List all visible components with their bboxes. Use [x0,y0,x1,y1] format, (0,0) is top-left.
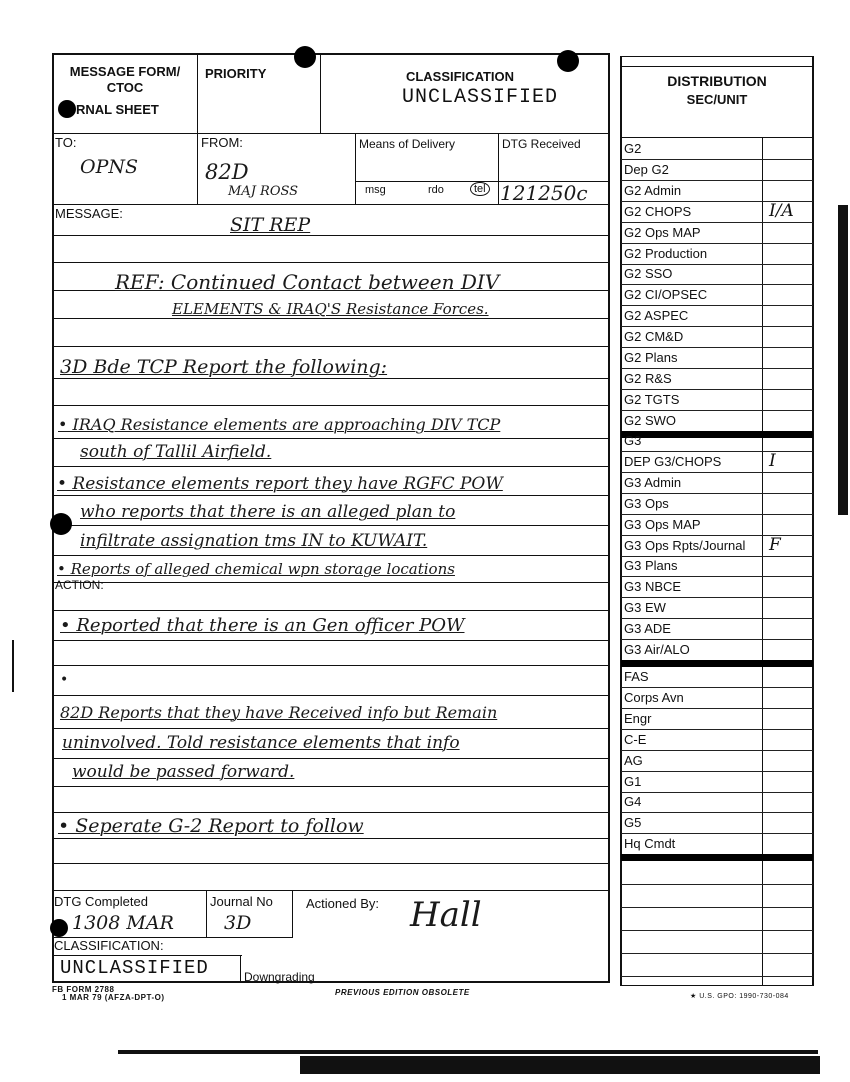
dtg-completed-label: DTG Completed [54,894,148,909]
to-label: TO: [55,135,77,150]
distribution-row [621,833,813,855]
distribution-row [621,750,813,772]
distribution-separator [621,854,813,861]
distribution-row [621,555,813,577]
from-value: 82D [205,160,249,184]
message-line-8: who reports that there is an alleged plan to [80,502,456,522]
form-date: 1 MAR 79 (AFZA-DPT-O) [62,993,165,1002]
dtg-received-value: 121250c [500,181,588,205]
scan-edge-bar [118,1050,818,1054]
means-label: Means of Delivery [359,137,456,151]
distribution-mark: I [769,450,776,471]
distribution-row [621,493,813,515]
distribution-unit: Hq Cmdt [624,836,676,852]
punch-hole [58,100,76,118]
distribution-empty-row [621,930,813,954]
message-line-10: • Reports of alleged chemical wpn storage locations [57,560,455,578]
distribution-unit: Engr [624,710,652,726]
distribution-row [621,368,813,390]
distribution-unit: Dep G2 [624,161,669,177]
punch-hole [50,513,72,535]
message-line-14: uninvolved. Told resistance elements that info [62,733,460,753]
distribution-unit: G1 [624,773,642,789]
action-label: ACTION: [55,578,104,592]
means-tel-circled: tel [470,182,490,196]
distribution-row [621,263,813,285]
distribution-row [621,347,813,369]
from-name: MAJ ROSS [228,184,299,199]
distribution-row [621,729,813,751]
distribution-unit: Corps Avn [624,689,684,705]
message-line-13: 82D Reports that they have Received info but Remain [60,703,498,722]
distribution-unit: G3 Admin [624,474,682,490]
punch-hole [50,919,68,937]
distribution-unit: AG [624,752,643,768]
distribution-row [621,666,813,688]
distribution-empty-row [621,861,813,885]
distribution-unit: G2 Ops MAP [624,224,701,240]
message-line-15: would be passed forward. [72,762,295,782]
message-line-16: • Seperate G-2 Report to follow [58,815,364,837]
footer-classification-value: UNCLASSIFIED [60,957,209,979]
distribution-row [621,687,813,709]
distribution-row [621,535,813,557]
distribution-empty-row [621,884,813,908]
punch-hole [294,46,316,68]
message-line-5: • IRAQ Resistance elements are approaching DIV TCP [58,415,501,434]
distribution-mark: F [769,534,781,555]
to-value: OPNS [80,156,139,178]
distribution-unit: G3 EW [624,600,666,616]
distribution-unit: G2 TGTS [624,391,680,407]
distribution-subtitle: SEC/UNIT [686,92,748,107]
distribution-unit: G3 [624,433,642,448]
distribution-unit: G3 Plans [624,558,678,574]
distribution-unit: G2 Production [624,245,708,261]
distribution-unit: FAS [624,669,649,684]
message-line-1: SIT REP [230,214,311,236]
distribution-row [621,514,813,536]
downgrading-label: Downgrading [244,970,315,984]
distribution-row [621,326,813,348]
distribution-unit: G3 ADE [624,621,671,637]
distribution-unit: G2 R&S [624,370,672,386]
distribution-row [621,771,813,793]
form-number: FB FORM 2788 [52,985,115,994]
distribution-unit: G4 [624,794,642,810]
actioned-by-signature: Hall [410,895,482,935]
distribution-row [621,305,813,327]
distribution-row [621,180,813,202]
distribution-row [621,222,813,244]
distribution-unit: G2 CHOPS [624,203,692,219]
actioned-by-label: Actioned By: [306,896,379,911]
message-line-7: • Resistance elements report they have RGFC POW [57,474,503,494]
distribution-unit: G3 Air/ALO [624,642,690,657]
distribution-unit: C-E [624,731,647,747]
distribution-unit: G2 SWO [624,412,677,428]
distribution-row [621,576,813,598]
message-label: MESSAGE: [55,206,123,221]
classification-value: UNCLASSIFIED [401,86,559,109]
distribution-row [621,138,813,160]
distribution-row [621,389,813,411]
distribution-title: DISTRIBUTION [667,73,767,89]
distribution-unit: G2 [624,141,642,156]
journal-label: Journal No [210,894,273,909]
distribution-unit: G2 CI/OPSEC [624,287,708,303]
scan-edge-bar [838,205,848,515]
scan-edge-bar [300,1056,820,1074]
distribution-unit: G2 SSO [624,266,673,282]
distribution-unit: G2 ASPEC [624,308,689,324]
distribution-row [621,639,813,661]
dtg-completed-value: 1308 MAR [72,912,174,934]
distribution-row [621,451,813,473]
distribution-row [621,243,813,265]
form-title: MESSAGE FORM/ CTOC [69,64,181,95]
distribution-row [621,430,813,452]
gpo-imprint: ★ U.S. GPO: 1990-730-084 [690,993,789,1000]
distribution-row [621,597,813,619]
distribution-row [621,708,813,730]
distribution-empty-row [621,953,813,977]
distribution-row [621,472,813,494]
message-line-2: REF: Continued Contact between DIV [115,270,500,294]
message-line-3: ELEMENTS & IRAQ'S Resistance Forces. [172,300,489,318]
message-line-6: south of Tallil Airfield. [80,442,272,462]
classification-label: CLASSIFICATION [405,69,515,84]
distribution-row [621,791,813,813]
message-line-9: infiltrate assignation tms IN to KUWAIT. [80,531,428,551]
scan-edge-mark [12,640,14,692]
priority-label: PRIORITY [205,66,267,81]
distribution-unit: G3 Ops [624,495,669,511]
previous-edition: PREVIOUS EDITION OBSOLETE [335,988,470,997]
punch-hole [557,50,579,72]
distribution-row [621,410,813,432]
distribution-unit: G2 Admin [624,182,682,198]
means-rdo: rdo [428,184,444,196]
form-subtitle: RNAL SHEET [76,102,159,117]
distribution-row [621,812,813,834]
distribution-row [621,284,813,306]
distribution-unit: G2 Plans [624,350,678,365]
distribution-mark: I/A [769,200,794,221]
means-msg: msg [365,184,386,196]
distribution-row [621,201,813,223]
distribution-row [621,159,813,181]
distribution-empty-row [621,907,813,931]
distribution-unit: DEP G3/CHOPS [624,453,722,469]
distribution-unit: G2 CM&D [624,329,684,345]
distribution-unit: G3 Ops Rpts/Journal [624,537,746,553]
dtg-received-label: DTG Received [502,137,581,151]
footer-classification-label: CLASSIFICATION: [54,938,164,953]
message-line-11: • Reported that there is an Gen officer POW [60,615,465,636]
message-line-4: 3D Bde TCP Report the following: [60,356,388,378]
journal-value: 3D [224,912,252,934]
distribution-unit: G5 [624,815,642,831]
message-line-12: • [60,672,69,688]
distribution-unit: G3 Ops MAP [624,516,701,532]
distribution-row [621,618,813,640]
from-label: FROM: [201,135,243,150]
distribution-unit: G3 NBCE [624,579,682,595]
